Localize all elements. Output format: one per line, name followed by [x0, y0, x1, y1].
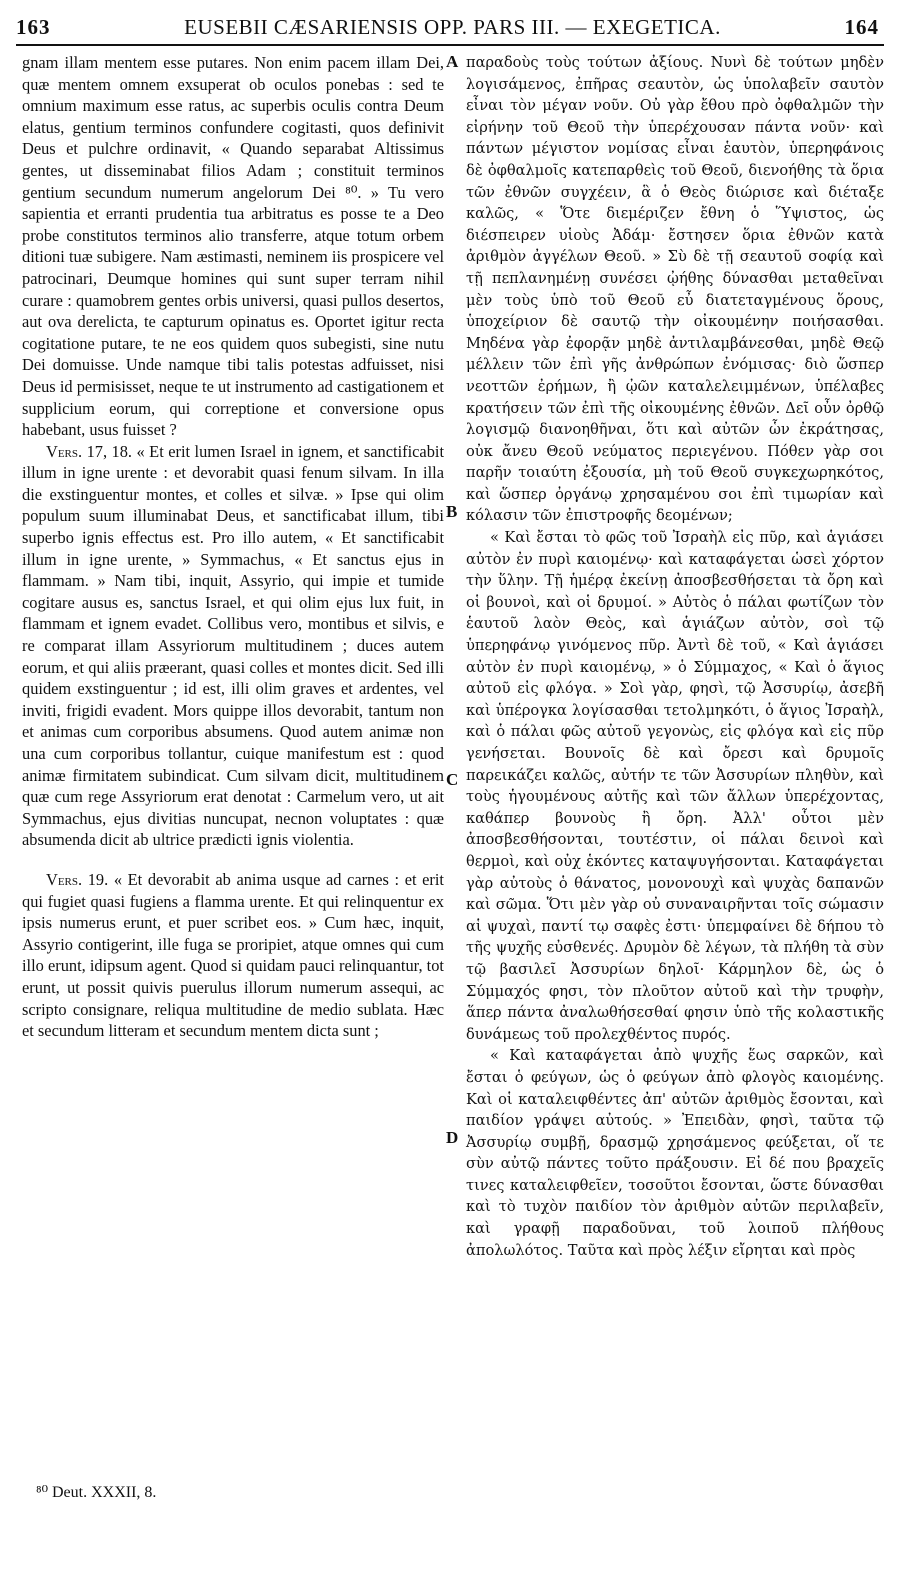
running-title: EUSEBII CÆSARIENSIS OPP. PARS III. — EXEGETICA.	[184, 15, 721, 39]
verse-reference: Vers. 17, 18.	[46, 441, 133, 461]
greek-paragraph: παραδοὺς τοὺς τούτων ἀξίους. Νυνὶ δὲ τούτων μηδὲν λογισάμενος, ἐπῆρας σεαυτὸν, ὡς ὑπολαβεῖν σαυτὸν εἶναι τὸν μέγαν νοῦν. Οὐ γὰρ ἔθου πρὸ ὀφθαλμῶν τὴν εἰρήνην τοῦ Θεοῦ τὴν ὑπερέχουσαν πάντα νοῦν· καὶ πάντων μέγιστον νομίσας εἶναι ἑαυτὸν, ὑπερηφάνοις δὲ ὀφθαλμοῖς κατεπαρθεὶς τοῦ Θεοῦ, διενοήθης τὰ ὅρια τῶν ἐθνῶν συγχέειν, ἃ ὁ Θεὸς διώρισε καὶ διέταξε καλῶς, « Ὅτε διεμέριζεν ἔθνη ὁ Ὕψιστος, ὡς διέσπειρεν υἱοὺς Ἀδάμ· ἔστησεν ὅρια ἐθνῶν κατὰ ἀριθμὸν ἀγγέλων Θεοῦ. » Σὺ δὲ τῇ σεαυτοῦ σοφίᾳ καὶ τῇ πεπλανημένῃ συνέσει ᾠήθης δύνασθαι μεταθεῖναι μὲν τοὺς ὑπὸ τοῦ Θεοῦ εὖ διατεταγμένους ὅρους, ὑποχείριον δὲ σαυτῷ τὴν οἰκουμένην ποιήσασθαι. Μηδένα γὰρ ἐφορᾷν μηδὲ ἀντιλαμβάνεσθαι, μηδὲ Θεῷ μέλλειν τῶν ἐπὶ γῆς ἀνθρώπων ἐνόμισας· διὸ ὥσπερ νεοττῶν ἐρήμων, ἢ ᾠῶν καταλελειμμένων, ὑπέλαβες κρατήσειν τῶν ἐπὶ τῆς οἰκουμένης ἐθνῶν. Δεῖ οὖν ὀρθῷ λογισμῷ διανοηθῆναι, ὅτι καὶ αὐτῶν ὧν ἐκράτησας, οὐκ ἄνευ Θεοῦ νεύματος περιεγένου. Πόθεν γὰρ σοι παρῆν τοιαύτη ἐξουσία, μὴ τοῦ Θεοῦ συγκεχωρηκότος, καὶ ὥσπερ ὀργάνῳ χρησαμένου σοι ἐπὶ τιμωρίαν καὶ κόλασιν τῶν ἐπιστροφῆς δεομένων;	[466, 54, 884, 525]
page-number-right: 164	[844, 15, 879, 39]
footnote: ⁸⁰ Deut. XXXII, 8.	[36, 1484, 157, 1501]
margin-letter-c: C	[446, 770, 459, 789]
greek-paragraph: « Καὶ ἔσται τὸ φῶς τοῦ Ἰσραὴλ εἰς πῦρ, καὶ ἁγιάσει αὐτὸν ἐν πυρὶ καιομένῳ· καὶ καταφάγεται ὡσεὶ χόρτον τὴν ὕλην. Τῇ ἡμέρᾳ ἐκείνῃ ἀποσβεσθήσεται τὰ ὄρη καὶ οἱ βουνοὶ, καὶ οἱ δρυμοί. » Αὐτὸς ὁ πάλαι φωτίζων τὸν ἑαυτοῦ λαὸν Θεὸς, καὶ ἁγιάζων αὐτὸν, σοὶ τῷ ὑπερηφάνῳ γινόμενος πῦρ. Ἀντὶ δὲ τοῦ, « Καὶ ἁγιάσει αὐτὸν ἐν πυρὶ καιομένῳ, » ὁ Σύμμαχος, « Καὶ ὁ ἅγιος αὐτοῦ εἰς φλόγα. » Σοὶ γὰρ, φησὶ, τῷ Ἀσσυρίῳ, ἀσεβῆ καὶ ὑπέρογκα λογίσασθαι τετολμηκότι, ὁ ἅγιος Ἰσραὴλ, καὶ ὁ πάλαι φῶς αὐτοῦ γεγονὼς, εἰς φλόγα καὶ εἰς πῦρ γενήσεται. Βουνοῖς δὲ καὶ ὄρεσι καὶ δρυμοῖς παρεικάζει καλῶς, αὐτήν τε τῶν Ἀσσυρίων πληθὺν, καὶ τοὺς ἡγουμένους αὐτῆς καὶ τῶν ἄλλων ὑπερέχοντας, καθάπερ βουνοὺς ἢ ὄρη. Ἀλλ' οὗτοι μὲν ἀποσβεσθήσονται, τουτέστιν, οἱ πάλαι δεινοὶ καὶ θερμοὶ, καὶ οὐχ ἑκόντες καταψυγήσονται. Καταφάγεται γὰρ αὐτοὺς ὁ θάνατος, μονονουχὶ καὶ ψυχὰς δαπανῶν καὶ σῶμα. Ὅτι μὲν γὰρ οὐ συναναιρῆνται τοῖς σώμασιν αἱ ψυχαὶ, παντί τῳ σαφὲς ἐστι· ὑπεμφαίνει δὲ δήπου τὸ τῆς ψυχῆς εὐσθενές. Δρυμὸν δὲ λέγων, τὰ πλήθη τὰ σὺν τῷ βασιλεῖ Ἀσσυρίων δηλοῖ· Κάρμηλον δὲ, ὡς ὁ Σύμμαχός φησι, τὸν πλοῦτον αὐτοῦ καὶ τὴν τρυφὴν, ἅπερ πάντα ἀναλωθήσεσθαί φησιν ὑπὸ τῆς κολαστικῆς δυνάμεως τοῦ προλεχθέντος πυρός.	[466, 529, 884, 1043]
margin-letter-d: D	[446, 1128, 459, 1147]
greek-column	[466, 52, 884, 1261]
header-rule	[16, 44, 884, 46]
latin-paragraph	[22, 869, 444, 1042]
latin-text: « Et devorabit ab anima usque ad carnes : et erit qui fugiet quasi fugiens a flamma urente. Et qui relinquentur ex ipsis numerus erunt, et puer scribet eos. » Cum hæc, inquit, Assyrio contigerint, ille fuga se proripiet, atque omnes qui cum illo erunt, idipsum agent. Quod si quidam pauci relinquantur, tot erunt, ut possit quivis puerulus illorum numerum assequi, ac scripto consignare, reliqua multitudine de medio sublata. Hæc et secundum litteram et secundum mentem dicta sunt ;	[22, 869, 444, 1041]
greek-paragraph: « Καὶ καταφάγεται ἀπὸ ψυχῆς ἕως σαρκῶν, καὶ ἔσται ὁ φεύγων, ὡς ὁ φεύγων ἀπὸ φλογὸς καιομένης. Καὶ οἱ καταλειφθέντες ἀπ' αὐτῶν ἀριθμὸς ἔσονται, καὶ παιδίον γράψει αὐτούς. » Ἐπειδὰν, φησὶ, ταῦτα τῷ Ἀσσυρίῳ συμβῇ, δρασμῷ χρησάμενος φεύξεται, οἵ τε σὺν αὐτῷ πάντες τοῦτο πράξουσιν. Εἰ δέ που βραχεῖς τινες καταλειφθεῖεν, τοσοῦτοι ἔσονται, ὥστε δύνασθαι καὶ τὸ τυχὸν παιδίον τὸν ἀριθμὸν αὐτῶν περιλαβεῖν, καὶ γραφῇ παραδοῦναι, τοῦ λοιποῦ πλήθους ἀπολωλότος. Ταῦτα καὶ πρὸς λέξιν εἴρηται καὶ πρὸς	[466, 1047, 884, 1259]
latin-paragraph: gnam illam mentem esse putares. Non enim pacem illam Dei, quæ mentem omnem exsuperat ob oculos ponebas : sed te omnium maximum esse ratus, ac superbis oculis contra Deum elatus, gentium terminos confundere cogitasti, quos definivit Deus et pulchre ordinavit, « Quando separabat Altissimus gentes, ut disseminabat filios Adam ; constituit terminos gentium secundum numerum angelorum Dei ⁸⁰. » Tu vero sapientia et erranti prudentia tua arbitratus es posse te a Deo probe constitutos terminos alio transferre, atque totum orbem ditioni tuæ subigere. Nam æstimasti, neminem iis prospicere vel patrocinari, Deumque homines qui sunt super terram nihil curare : quamobrem gentes orbis universi, quasi pullos desertos, aut ova derelicta, te capturum opinatus es. Oportet igitur recta cogitatione putare, te ne eos quidem quos subegisti, sine nutu Dei domuisse. Unde namque tibi talis potestas adfuisset, nisi Deus id permisisset, neque te ut instrumento ad castigationem et supplicium eorum, qui correptione et conversione opus habebant, usus fuisset ?	[22, 53, 444, 440]
verse-reference: Vers. 19.	[46, 869, 109, 889]
latin-column	[22, 52, 444, 1042]
page-number-left: 163	[16, 15, 51, 39]
margin-letter-b: B	[446, 502, 458, 521]
latin-text: « Et erit lumen Israel in ignem, et sanctificabit illum in igne urente : et devorabit quasi fenum silvam. In illa die exstinguentur montes, et colles et silvæ. » Ipse qui olim populum suum illuminabat Deus, et sanctificabat illum, tibi superbo ignis effectus est. Pro illo autem, « Et sanctificabit illum in igne urente, » Symmachus, « Et sanctus ejus in flammam. » Nam tibi, inquit, Assyrio, qui impie et tumide cogitare ausus es, sanctus Israel, et qui olim ejus lux fuit, in flammam et ignem evadet. Collibus vero, montibus et silvis, e re comparat illam Assyriorum multitudinem ; duces autem eorum, et qui aliis præerant, quasi colles et montes dicit. Sed illi quidem exstinguentur ; id est, illi olim graves et ardentes, vel inviti, frigidi evadent. Mors quippe illos devorabit, tantum non et animas cum corporibus absumens. Quod autem animæ non una cum corporibus tollantur, cuique manifestum est : quod animæ firmitatem subindicat. Cum silvam dicit, multitudinem quæ cum rege Assyriorum erat denotat : Carmelum vero, ut ait Symmachus, ejus divitias nuncupat, necnon voluptates : quæ absumenda dicit ab ultrice prædicti ignis violentia.	[22, 441, 444, 850]
latin-paragraph	[22, 441, 444, 851]
running-header	[0, 0, 905, 48]
margin-letter-a: A	[446, 52, 459, 71]
